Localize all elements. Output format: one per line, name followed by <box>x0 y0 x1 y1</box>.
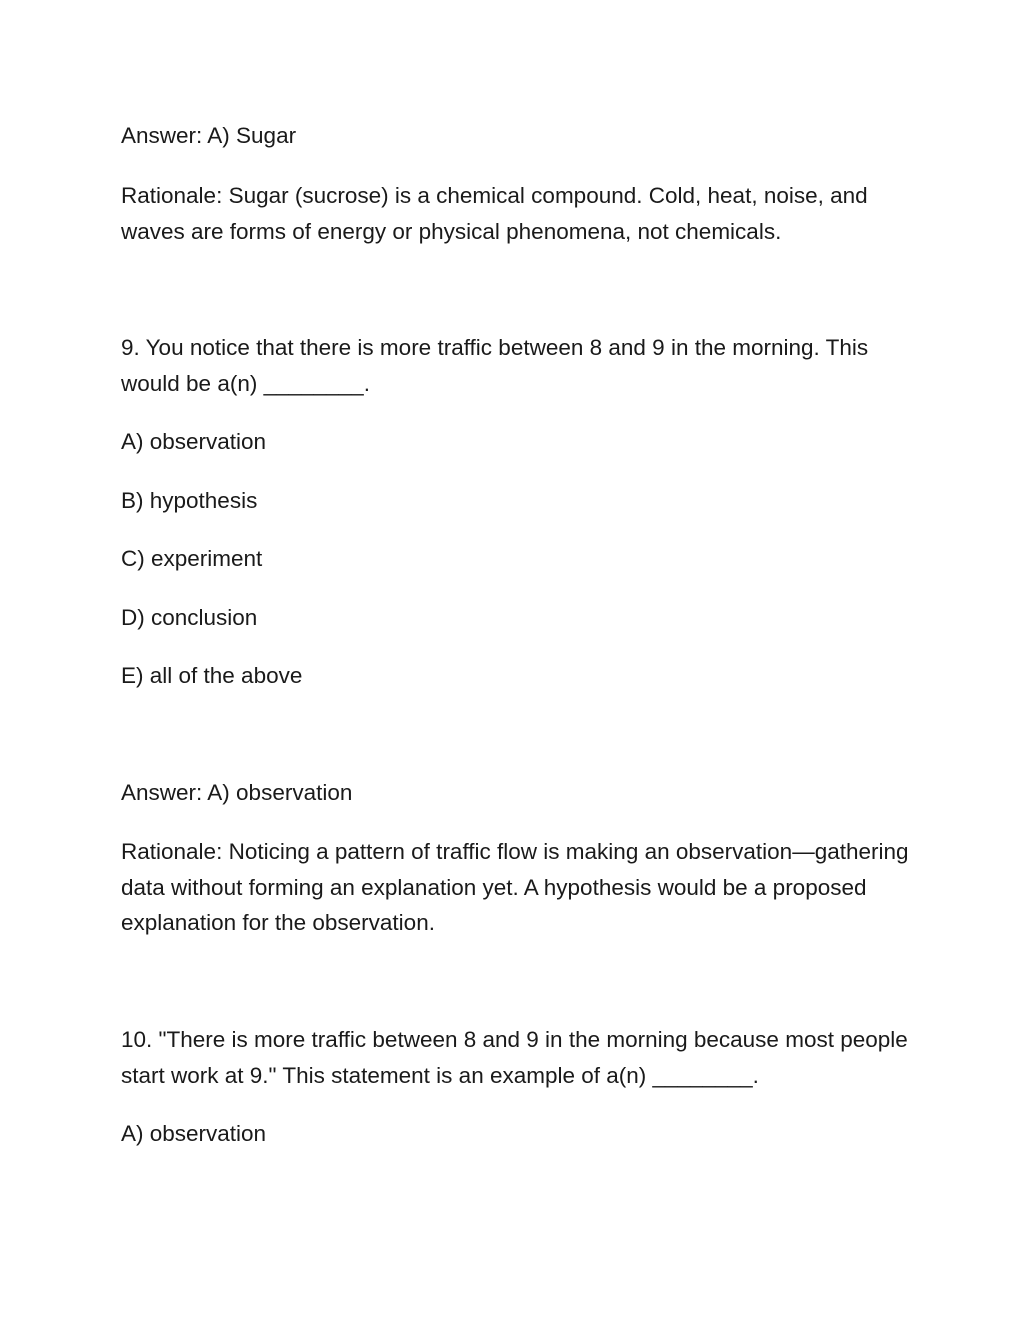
q9-question: 9. You notice that there is more traffic between 8 and 9 in the morning. This would be a(n) ________. <box>121 335 869 396</box>
q9-option-e: E) all of the above <box>121 663 303 688</box>
q9-option-b: B) hypothesis <box>121 488 258 513</box>
q9-option-c: C) experiment <box>121 546 263 571</box>
prev-answer: Answer: A) Sugar <box>121 123 297 148</box>
q9-option-d: D) conclusion <box>121 605 258 630</box>
q10-option-a: A) observation <box>121 1121 267 1146</box>
q9-answer: Answer: A) observation <box>121 780 353 805</box>
q9-rationale: Rationale: Noticing a pattern of traffic flow is making an observation—gathering data without forming an explanation yet. A hypothesis would be a proposed explanation for the observation. <box>121 839 909 935</box>
q9-option-a: A) observation <box>121 429 267 454</box>
q10-question: 10. "There is more traffic between 8 and 9 in the morning because most people start work at 9." This statement is an example of a(n) ________. <box>121 1027 908 1088</box>
prev-rationale: Rationale: Sugar (sucrose) is a chemical compound. Cold, heat, noise, and waves are forms of energy or physical phenomena, not chemicals. <box>121 183 868 244</box>
